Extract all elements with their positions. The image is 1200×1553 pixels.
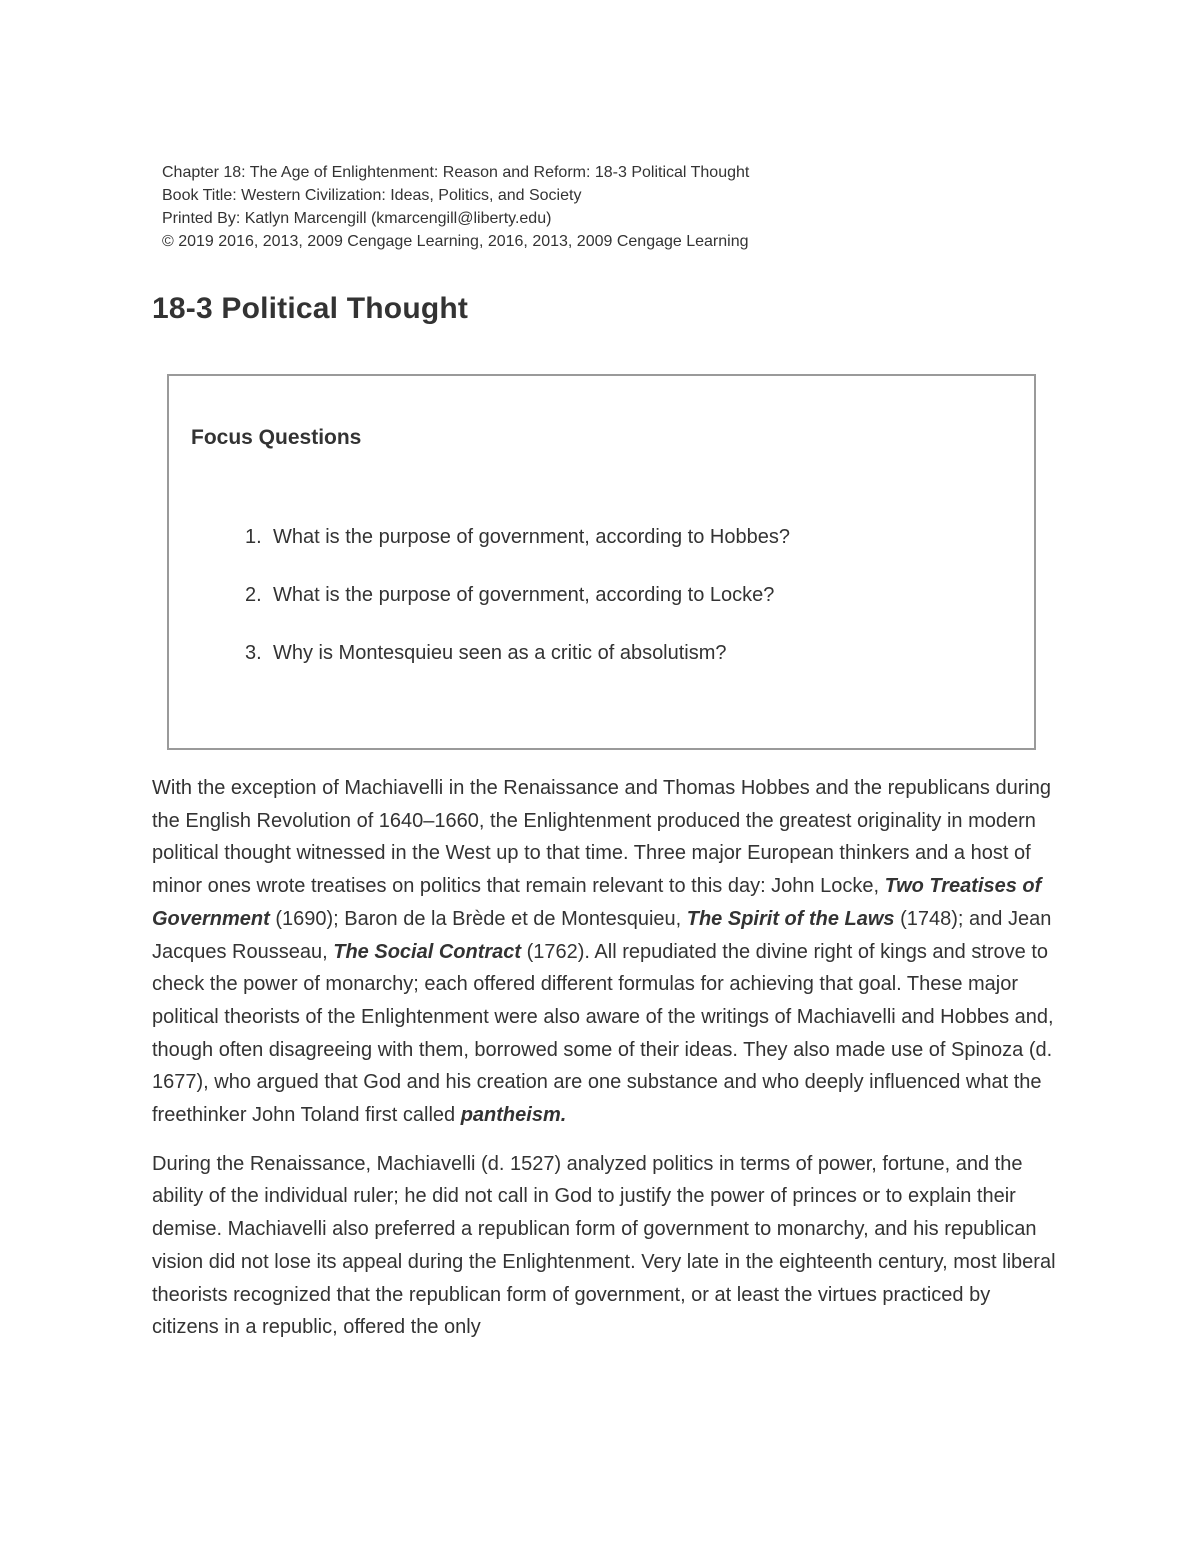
chapter-line: Chapter 18: The Age of Enlightenment: Reason and Reform: 18-3 Political Thought — [162, 164, 750, 181]
focus-question — [245, 581, 790, 609]
focus-question — [245, 523, 790, 551]
paragraph-text: (1748); and Jean Jacques Rousseau, — [152, 907, 1052, 963]
book-title-line: Book Title: Western Civilization: Ideas, Politics, and Society — [162, 187, 582, 204]
question-number: 2. — [245, 584, 262, 606]
book-title-spirit-of-laws: The Spirit of the Laws — [686, 907, 895, 930]
print-header — [162, 161, 922, 253]
key-term-pantheism: pantheism. — [460, 1104, 567, 1127]
printed-by-line: Printed By: Katlyn Marcengill (kmarcengill@liberty.edu) — [162, 210, 552, 227]
focus-questions-list — [245, 523, 790, 697]
question-text: What is the purpose of government, according to Hobbes? — [273, 526, 790, 548]
body-paragraph — [152, 772, 1062, 1132]
paragraph-text: (1762). All repudiated the divine right of kings and strove to check the power of monarchy; each offered different formulas for achieving that goal. These major political theorists of the Enlightenment were also aware of the writings of Machiavelli and Hobbes and, though often disagreeing with them, borrowed some of their ideas. They also made use of Spinoza (d. 1677), who argued that God and his creation are one substance and who deeply influenced what the freethinker John Toland first called — [152, 940, 1054, 1127]
question-text: What is the purpose of government, according to Locke? — [273, 584, 775, 606]
book-title-two-treatises: Two Treatises of Government — [152, 875, 1042, 930]
question-number: 3. — [245, 642, 262, 664]
question-number: 1. — [245, 526, 262, 548]
focus-questions-title: Focus Questions — [191, 426, 362, 449]
section-title: 18-3 Political Thought — [152, 292, 469, 325]
focus-questions-box — [167, 374, 1036, 750]
question-text: Why is Montesquieu seen as a critic of absolutism? — [273, 642, 727, 664]
body-text — [152, 772, 1062, 1360]
focus-question — [245, 639, 790, 667]
copyright-line: © 2019 2016, 2013, 2009 Cengage Learning, 2016, 2013, 2009 Cengage Learning — [162, 233, 749, 250]
book-title-social-contract: The Social Contract — [333, 940, 522, 963]
paragraph-text: (1690); Baron de la Brède et de Montesquieu, — [269, 907, 687, 930]
paragraph-text: With the exception of Machiavelli in the Renaissance and Thomas Hobbes and the republicans during the English Revolution of 1640–1660, the Enlightenment produced the greatest originality in modern political thought witnessed in the West up to that time. Three major European thinkers and a host of minor ones wrote treatises on politics that remain relevant to this day: John Locke, — [152, 777, 1052, 898]
body-paragraph: During the Renaissance, Machiavelli (d. 1527) analyzed politics in terms of power, fortune, and the ability of the individual ruler; he did not call in God to justify the power of princes or to explain their demise. Machiavelli also preferred a republican form of government to monarchy, and his republican vision did not lose its appeal during the Enlightenment. Very late in the eighteenth century, most liberal theorists recognized that the republican form of government, or at least the virtues practiced by citizens in a republic, offered the only — [152, 1152, 1056, 1339]
